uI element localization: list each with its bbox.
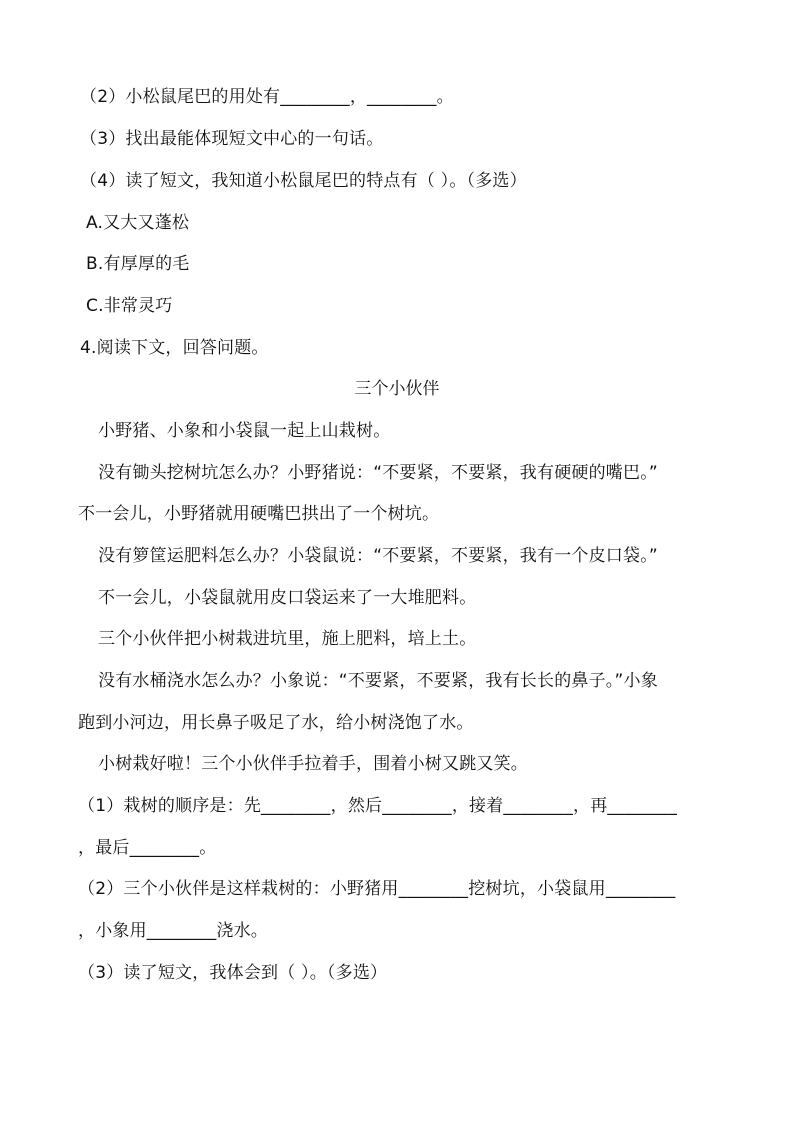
question-3-central-sentence: （3）找出最能体现短文中心的一句话。 xyxy=(80,129,384,149)
story-paragraph-7: 小树栽好啦！三个小伙伴手拉着手，围着小树又跳又笑。 xyxy=(98,754,528,774)
question-3-understanding: （3）读了短文，我体会到（ ）。（多选） xyxy=(78,963,388,983)
question-1-planting-order-line-1: （1）栽树的顺序是：先________，然后________，接着________，再________ xyxy=(78,796,678,816)
question-1-planting-order-line-2: ，最后________。 xyxy=(78,838,217,858)
story-paragraph-1: 小野猪、小象和小袋鼠一起上山栽树。 xyxy=(98,421,391,441)
question-2-tail-use: （2）小松鼠尾巴的用处有________，________。 xyxy=(80,87,454,107)
story-title: 三个小伙伴 xyxy=(354,379,440,399)
story-paragraph-2-line-2: 不一会儿，小野猪就用硬嘴巴拱出了一个树坑。 xyxy=(78,504,440,524)
option-a: A.又大又蓬松 xyxy=(86,213,190,233)
story-paragraph-3: 没有箩筐运肥料怎么办？小袋鼠说：“不要紧，不要紧，我有一个皮口袋。” xyxy=(98,546,658,566)
option-c: C.非常灵巧 xyxy=(86,296,173,316)
story-paragraph-6-line-1: 没有水桶浇水怎么办？小象说：“不要紧，不要紧，我有长长的鼻子。”小象 xyxy=(98,671,658,691)
story-paragraph-2-line-1: 没有锄头挖树坑怎么办？小野猪说：“不要紧，不要紧，我有硬硬的嘴巴。” xyxy=(98,463,658,483)
section-4-heading: 4.阅读下文，回答问题。 xyxy=(80,338,269,358)
question-2-how-planted-line-1: （2）三个小伙伴是这样栽树的：小野猪用________挖树坑，小袋鼠用________ xyxy=(78,879,676,899)
story-paragraph-5: 三个小伙伴把小树栽进坑里，施上肥料，培上土。 xyxy=(98,629,477,649)
question-2-how-planted-line-2: ，小象用________浇水。 xyxy=(78,921,268,941)
story-paragraph-4: 不一会儿，小袋鼠就用皮口袋运来了一大堆肥料。 xyxy=(98,588,477,608)
option-b: B.有厚厚的毛 xyxy=(86,254,190,274)
story-paragraph-6-line-2: 跑到小河边，用长鼻子吸足了水，给小树浇饱了水。 xyxy=(78,713,474,733)
question-4-tail-features: （4）读了短文，我知道小松鼠尾巴的特点有（ ）。（多选） xyxy=(80,171,527,191)
